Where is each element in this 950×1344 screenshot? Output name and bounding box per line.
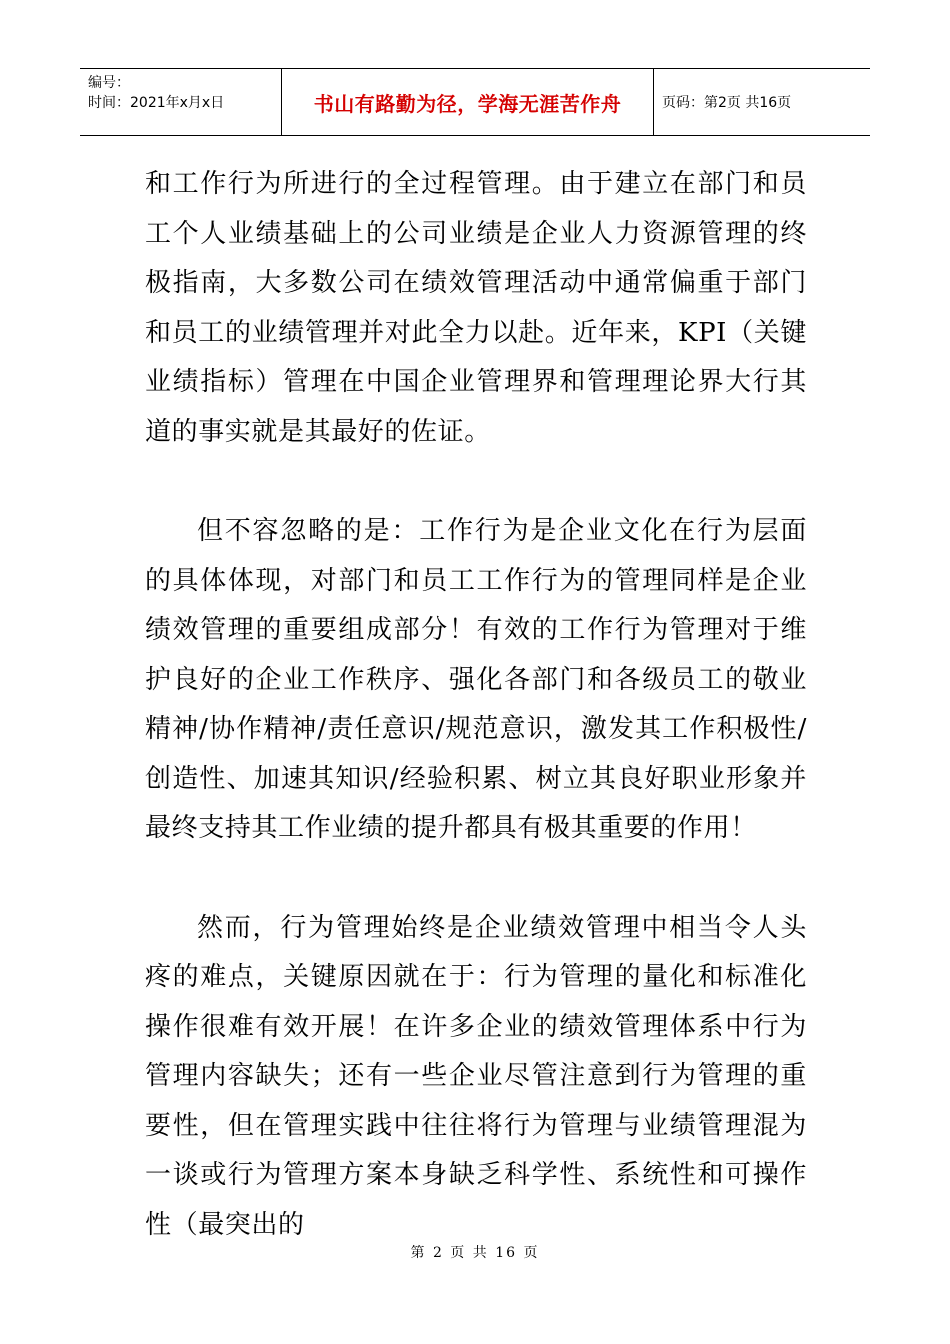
document-date-label: 时间：2021年x月x日 [88, 95, 225, 111]
header-meta-cell [80, 69, 282, 135]
body-paragraph-3: 然而，行为管理始终是企业绩效管理中相当令人头疼的难点，关键原因就在于：行为管理的量化和标准化操作很难有效开展！在许多企业的绩效管理体系中行为管理内容缺失；还有一些企业尽管注意到行为管理的重要性，但在管理实践中往往将行为管理与业绩管理混为一谈或行为管理方案本身缺乏科学性、系统性和可操作性（最突出的 [145, 912, 807, 1240]
header-page-cell [654, 69, 870, 135]
page-footer [0, 1242, 950, 1262]
document-body [145, 160, 807, 1250]
header-motto-cell [282, 69, 654, 135]
page-header-table [80, 68, 870, 136]
header-motto: 书山有路勤为径，学海无涯苦作舟 [313, 91, 622, 116]
body-paragraph-2: 但不容忽略的是：工作行为是企业文化在行为层面的具体体现，对部门和员工工作行为的管理同样是企业绩效管理的重要组成部分！有效的工作行为管理对于维护良好的企业工作秩序、强化各部门和各级员工的敬业精神/协作精神/责任意识/规范意识，激发其工作积极性/创造性、加速其知识/经验积累、树立其良好职业形象并最终支持其工作业绩的提升都具有极其重要的作用！ [145, 516, 807, 843]
document-number-label: 编号： [88, 75, 130, 91]
header-page-info: 页码：第2页 共16页 [662, 95, 792, 111]
footer-page-number: 第 2 页 共 16 页 [410, 1245, 540, 1261]
body-paragraph-1: 和工作行为所进行的全过程管理。由于建立在部门和员工个人业绩基础上的公司业绩是企业人力资源管理的终极指南，大多数公司在绩效管理活动中通常偏重于部门和员工的业绩管理并对此全力以赴。近年来，KPI（关键业绩指标）管理在中国企业管理界和管理理论界大行其道的事实就是其最好的佐证。 [145, 169, 807, 447]
